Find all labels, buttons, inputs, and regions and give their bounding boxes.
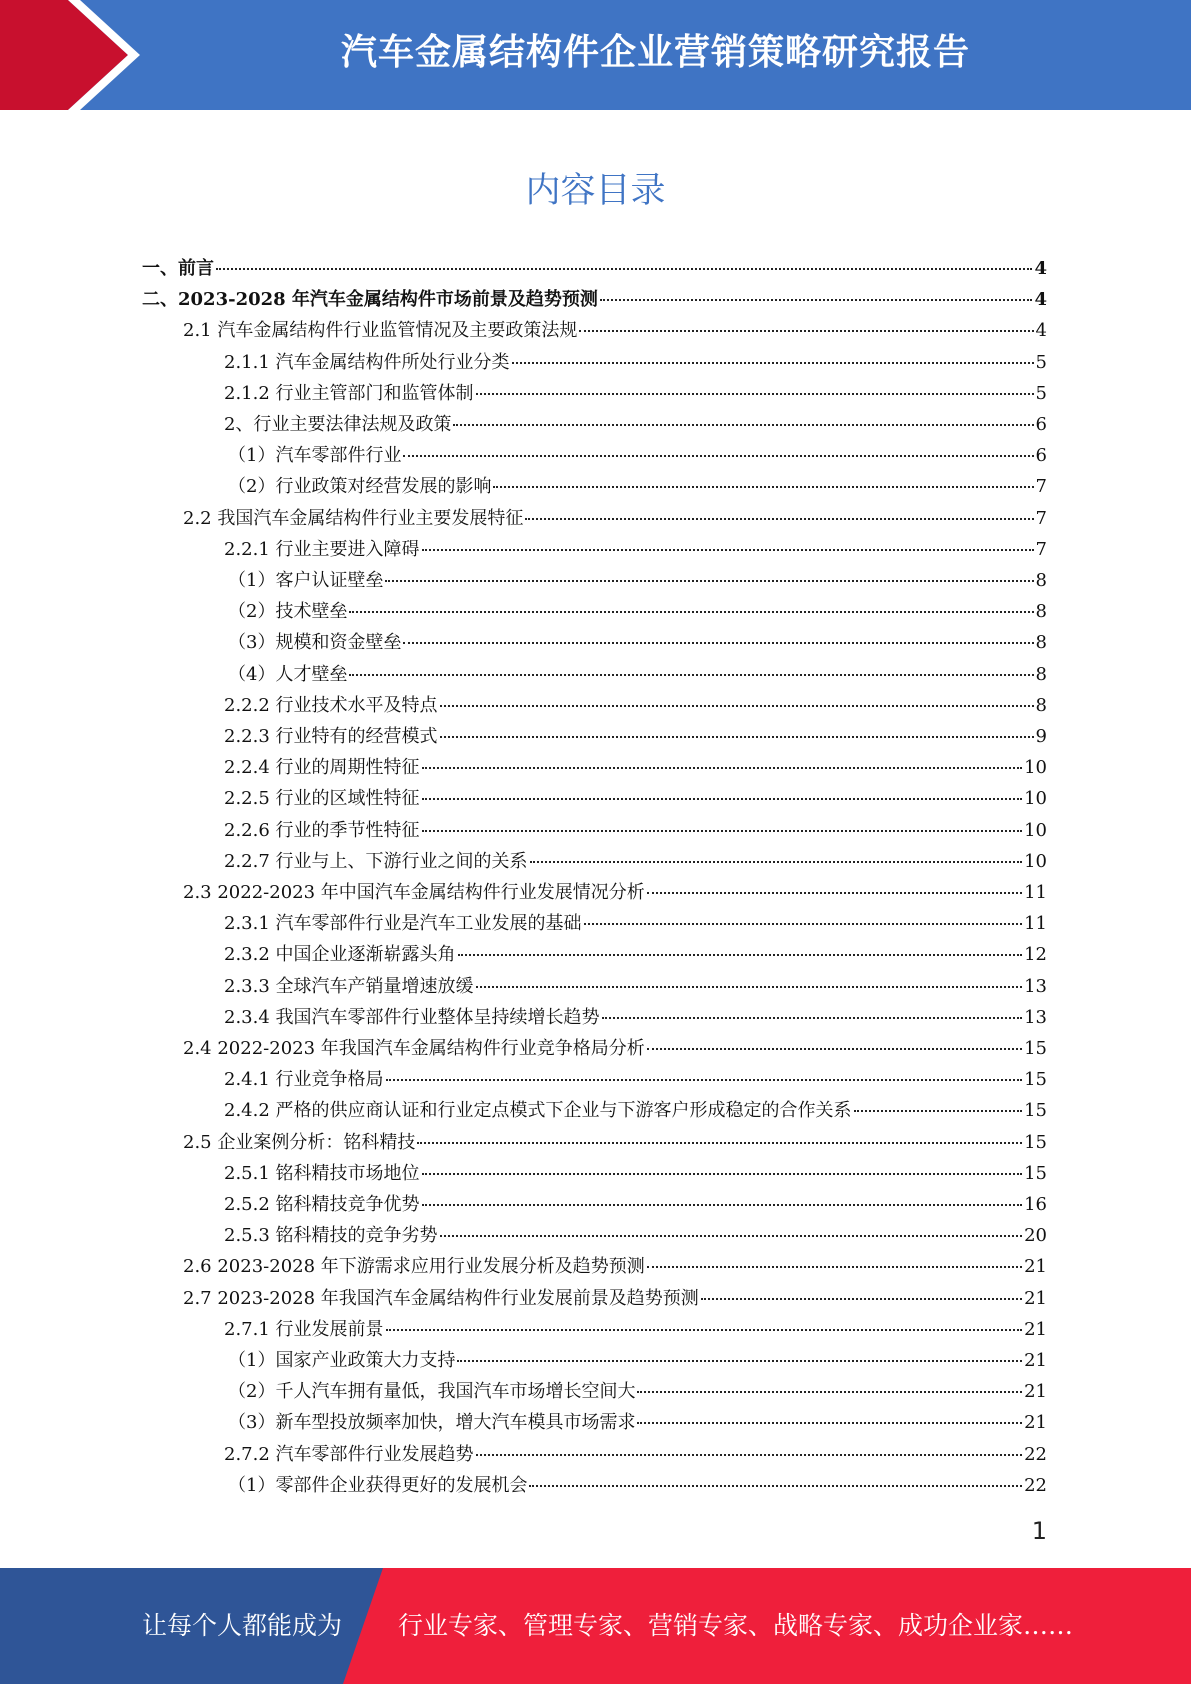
toc-entry[interactable] (224, 690, 1047, 721)
toc-dot-leader (403, 455, 1033, 457)
toc-dot-leader (457, 1360, 1022, 1362)
toc-entry-title: （2）技术壁垒 (228, 601, 348, 622)
toc-dot-leader (386, 1329, 1023, 1331)
toc-entry-page: 10 (1024, 851, 1047, 872)
toc-entry-title: 2.2.7 行业与上、下游行业之间的关系 (224, 851, 528, 872)
toc-entry[interactable] (228, 565, 1047, 596)
toc-entry-page: 15 (1024, 1038, 1047, 1059)
toc-entry-title: 2、行业主要法律法规及政策 (224, 414, 452, 435)
toc-entry[interactable] (224, 1314, 1047, 1345)
toc-entry-page: 20 (1024, 1225, 1047, 1246)
toc-entry-title: 2.5.3 铭科精技的竞争劣势 (224, 1225, 438, 1246)
toc-entry[interactable] (142, 253, 1047, 284)
toc-dot-leader (525, 518, 1033, 520)
toc-entry-page: 6 (1035, 445, 1047, 466)
toc-entry-page: 8 (1035, 570, 1047, 591)
toc-dot-leader (349, 611, 1033, 613)
toc-entry[interactable] (228, 1376, 1047, 1407)
toc-entry-title: （1）国家产业政策大力支持 (228, 1350, 456, 1371)
toc-dot-leader (440, 705, 1034, 707)
footer-banner (0, 1568, 1191, 1684)
toc-dot-leader (854, 1110, 1023, 1112)
toc-entry[interactable] (228, 1345, 1047, 1376)
toc-entry-title: （2）千人汽车拥有量低，我国汽车市场增长空间大 (228, 1381, 636, 1402)
toc-dot-leader (701, 1298, 1022, 1300)
toc-entry[interactable] (183, 1127, 1047, 1158)
toc-entry[interactable] (224, 534, 1047, 565)
toc-dot-leader (216, 268, 1032, 270)
toc-dot-leader (440, 736, 1034, 738)
toc-dot-leader (647, 1048, 1022, 1050)
toc-entry[interactable] (224, 1095, 1047, 1126)
toc-dot-leader (417, 1142, 1022, 1144)
toc-entry[interactable] (183, 503, 1047, 534)
toc-entry[interactable] (183, 1251, 1047, 1282)
toc-entry-title: 2.3.1 汽车零部件行业是汽车工业发展的基础 (224, 913, 582, 934)
toc-entry-page: 21 (1024, 1381, 1047, 1402)
toc-entry[interactable] (224, 721, 1047, 752)
toc-entry-page: 15 (1024, 1100, 1047, 1121)
toc-entry[interactable] (183, 1033, 1047, 1064)
toc-entry[interactable] (224, 1189, 1047, 1220)
toc-entry[interactable] (183, 1283, 1047, 1314)
toc-dot-leader (530, 861, 1023, 863)
toc-entry-title: 2.1.1 汽车金属结构件所处行业分类 (224, 352, 510, 373)
toc-dot-leader (476, 986, 1023, 988)
toc-entry-page: 5 (1035, 352, 1047, 373)
toc-entry-page: 15 (1024, 1132, 1047, 1153)
toc-entry-title: 2.7.2 汽车零部件行业发展趋势 (224, 1444, 474, 1465)
toc-dot-leader (440, 1235, 1023, 1237)
toc-entry-title: （1）汽车零部件行业 (228, 445, 402, 466)
toc-entry-page: 12 (1024, 944, 1047, 965)
toc-entry-title: 2.5.1 铭科精技市场地位 (224, 1163, 420, 1184)
toc-entry-title: （2）行业政策对经营发展的影响 (228, 476, 492, 497)
toc-entry[interactable] (224, 347, 1047, 378)
toc-dot-leader (422, 830, 1023, 832)
toc-entry[interactable] (224, 1220, 1047, 1251)
toc-entry-title: （4）人才壁垒 (228, 664, 348, 685)
toc-entry-page: 4 (1035, 320, 1047, 341)
toc-entry-title: 2.2.5 行业的区域性特征 (224, 788, 420, 809)
toc-entry-page: 22 (1024, 1444, 1047, 1465)
toc-entry[interactable] (224, 815, 1047, 846)
toc-heading: 内容目录 (525, 171, 666, 211)
toc-entry[interactable] (224, 409, 1047, 440)
toc-dot-leader (453, 424, 1033, 426)
toc-entry-page: 6 (1035, 414, 1047, 435)
toc-entry-title: （3）规模和资金壁垒 (228, 632, 402, 653)
toc-dot-leader (493, 486, 1033, 488)
toc-entry-title: 2.7 2023-2028 年我国汽车金属结构件行业发展前景及趋势预测 (183, 1288, 699, 1309)
toc-entry-page: 15 (1024, 1069, 1047, 1090)
toc-entry-page: 8 (1035, 695, 1047, 716)
toc-dot-leader (385, 580, 1033, 582)
toc-entry-page: 9 (1035, 726, 1047, 747)
toc-entry-title: 2.6 2023-2028 年下游需求应用行业发展分析及趋势预测 (183, 1256, 645, 1277)
toc-dot-leader (637, 1391, 1022, 1393)
toc-dot-leader (422, 767, 1023, 769)
toc-entry[interactable] (224, 1002, 1047, 1033)
toc-dot-leader (647, 892, 1022, 894)
toc-entry-title: （1）零部件企业获得更好的发展机会 (228, 1475, 528, 1496)
toc-entry-title: 2.4 2022-2023 年我国汽车金属结构件行业竞争格局分析 (183, 1038, 645, 1059)
toc-entry-title: 一、前言 (142, 258, 214, 279)
toc-entry[interactable] (183, 877, 1047, 908)
toc-dot-leader (647, 1266, 1022, 1268)
toc-dot-leader (349, 674, 1033, 676)
toc-entry-page: 11 (1024, 913, 1047, 934)
toc-entry[interactable] (228, 596, 1047, 627)
toc-entry[interactable] (224, 752, 1047, 783)
toc-entry-page: 21 (1024, 1256, 1047, 1277)
toc-entry[interactable] (228, 659, 1047, 690)
toc-entry[interactable] (224, 939, 1047, 970)
toc-entry-page: 15 (1024, 1163, 1047, 1184)
toc-entry[interactable] (224, 908, 1047, 939)
toc-entry[interactable] (228, 1470, 1047, 1501)
toc-entry-page: 8 (1035, 664, 1047, 685)
toc-dot-leader (386, 1079, 1023, 1081)
toc-entry-title: 2.3.3 全球汽车产销量增速放缓 (224, 976, 474, 997)
footer-slogan-right: 行业专家、管理专家、营销专家、战略专家、成功企业家…… (398, 1611, 1074, 1640)
toc-entry-title: 2.2.3 行业特有的经营模式 (224, 726, 438, 747)
toc-entry-title: 2.2.6 行业的季节性特征 (224, 820, 420, 841)
toc-entry-page: 16 (1024, 1194, 1047, 1215)
toc-entry[interactable] (224, 783, 1047, 814)
toc-dot-leader (476, 1454, 1023, 1456)
toc-dot-leader (422, 1173, 1023, 1175)
toc-entry-page: 7 (1035, 539, 1047, 560)
toc-dot-leader (637, 1422, 1022, 1424)
toc-entry-page: 21 (1024, 1350, 1047, 1371)
toc-entry-title: （3）新车型投放频率加快，增大汽车模具市场需求 (228, 1412, 636, 1433)
toc-dot-leader (422, 1204, 1023, 1206)
toc-entry[interactable] (228, 471, 1047, 502)
toc-entry-title: 2.2.4 行业的周期性特征 (224, 757, 420, 778)
toc-entry-page: 5 (1035, 383, 1047, 404)
toc-entry[interactable] (228, 627, 1047, 658)
toc-entry[interactable] (228, 440, 1047, 471)
report-title: 汽车金属结构件企业营销策略研究报告 (340, 32, 970, 73)
toc-entry-page: 11 (1024, 882, 1047, 903)
toc-dot-leader (512, 362, 1034, 364)
toc-entry-page: 21 (1024, 1412, 1047, 1433)
toc-entry-title: 2.4.2 严格的供应商认证和行业定点模式下企业与下游客户形成稳定的合作关系 (224, 1100, 852, 1121)
toc-dot-leader (476, 393, 1034, 395)
toc-entry-page: 4 (1034, 289, 1047, 310)
page-number: 1 (1031, 1517, 1047, 1545)
toc-entry-page: 21 (1024, 1319, 1047, 1340)
toc-dot-leader (579, 330, 1033, 332)
toc-entry-page: 10 (1024, 788, 1047, 809)
toc-entry-title: 2.2.1 行业主要进入障碍 (224, 539, 420, 560)
toc-entry[interactable] (228, 1407, 1047, 1438)
toc-entry[interactable] (224, 1158, 1047, 1189)
toc-entry[interactable] (224, 1439, 1047, 1470)
toc-dot-leader (403, 642, 1033, 644)
toc-dot-leader (422, 798, 1023, 800)
toc-entry-page: 13 (1024, 1007, 1047, 1028)
toc-entry-title: 2.7.1 行业发展前景 (224, 1319, 384, 1340)
toc-entry-title: 2.3.4 我国汽车零部件行业整体呈持续增长趋势 (224, 1007, 600, 1028)
toc-entry[interactable] (183, 315, 1047, 346)
toc-entry-title: 2.1.2 行业主管部门和监管体制 (224, 383, 474, 404)
toc-entry-title: 2.3.2 中国企业逐渐崭露头角 (224, 944, 456, 965)
toc-entry-title: 2.4.1 行业竞争格局 (224, 1069, 384, 1090)
toc-entry-title: 2.5 企业案例分析：铭科精技 (183, 1132, 416, 1153)
toc-dot-leader (584, 923, 1023, 925)
toc-entry-page: 8 (1035, 601, 1047, 622)
toc-entry-page: 7 (1035, 476, 1047, 497)
toc-entry-title: 二、2023-2028 年汽车金属结构件市场前景及趋势预测 (142, 289, 598, 310)
toc-entry[interactable] (224, 1064, 1047, 1095)
toc-entry-page: 10 (1024, 820, 1047, 841)
toc-entry-title: 2.2 我国汽车金属结构件行业主要发展特征 (183, 508, 524, 529)
toc-dot-leader (602, 1017, 1023, 1019)
toc-entry[interactable] (224, 846, 1047, 877)
toc-dot-leader (529, 1485, 1022, 1487)
toc-entry[interactable] (142, 284, 1047, 315)
toc-dot-leader (600, 299, 1033, 301)
toc-entry-page: 8 (1035, 632, 1047, 653)
toc-entry-title: 2.1 汽车金属结构件行业监管情况及主要政策法规 (183, 320, 578, 341)
toc-entry-title: 2.5.2 铭科精技竞争优势 (224, 1194, 420, 1215)
toc-dot-leader (422, 549, 1034, 551)
toc-entry-title: （1）客户认证壁垒 (228, 570, 384, 591)
header-banner (0, 0, 1191, 110)
toc-entry-title: 2.2.2 行业技术水平及特点 (224, 695, 438, 716)
toc-entry[interactable] (224, 378, 1047, 409)
toc-entry-title: 2.3 2022-2023 年中国汽车金属结构件行业发展情况分析 (183, 882, 645, 903)
footer-slogan-left: 让每个人都能成为 (142, 1611, 343, 1640)
toc-entry-page: 13 (1024, 976, 1047, 997)
toc-entry-page: 21 (1024, 1288, 1047, 1309)
toc-entry-page: 7 (1035, 508, 1047, 529)
toc-dot-leader (458, 954, 1023, 956)
toc-entry-page: 4 (1034, 258, 1047, 279)
toc-entry[interactable] (224, 971, 1047, 1002)
toc-entry-page: 22 (1024, 1475, 1047, 1496)
toc-entry-page: 10 (1024, 757, 1047, 778)
